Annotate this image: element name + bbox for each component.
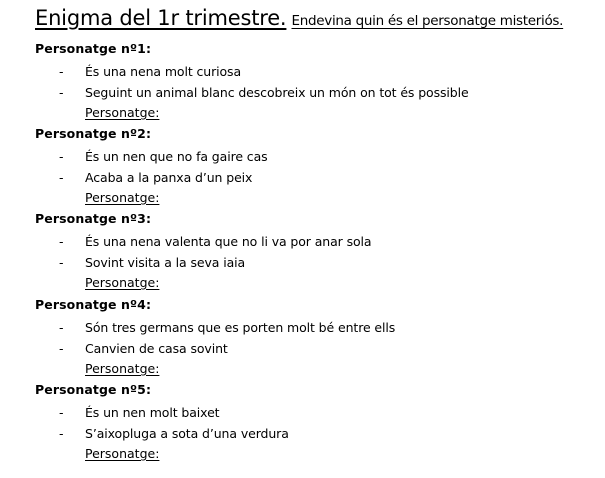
answer-line xyxy=(35,275,595,295)
bullet-dash: - xyxy=(59,320,64,335)
clue-text: És una nena valenta que no li va por anar sola xyxy=(85,234,372,249)
answer-label: Personatge: xyxy=(85,190,160,205)
bullet-dash: - xyxy=(59,85,64,100)
clue-item xyxy=(35,319,595,340)
character-block-3 xyxy=(35,212,595,295)
clue-item xyxy=(35,148,595,169)
bullet-dash: - xyxy=(59,149,64,164)
character-heading: Personatge nº4: xyxy=(35,297,152,312)
clue-item xyxy=(35,340,595,361)
page-subtitle: Endevina quin és el personatge misteriós. xyxy=(291,13,564,29)
character-block-2 xyxy=(35,127,595,210)
character-heading: Personatge nº3: xyxy=(35,211,152,226)
clue-text: Són tres germans que es porten molt bé entre ells xyxy=(85,320,396,335)
character-heading: Personatge nº1: xyxy=(35,41,152,56)
clue-text: És un nen molt baixet xyxy=(85,405,220,420)
answer-label: Personatge: xyxy=(85,275,160,290)
answer-label: Personatge: xyxy=(85,446,160,461)
clue-text: Seguint un animal blanc descobreix un món on tot és possible xyxy=(85,85,469,100)
answer-line xyxy=(35,105,595,125)
answer-line xyxy=(35,361,595,381)
page-title: Enigma del 1r trimestre. xyxy=(35,6,287,30)
answer-label: Personatge: xyxy=(85,361,160,376)
clue-item xyxy=(35,169,595,190)
title-line xyxy=(35,6,563,30)
clue-text: Sovint visita a la seva iaia xyxy=(85,255,246,270)
bullet-dash: - xyxy=(59,255,64,270)
answer-label: Personatge: xyxy=(85,105,160,120)
character-block-1 xyxy=(35,42,595,125)
bullet-dash: - xyxy=(59,426,64,441)
bullet-dash: - xyxy=(59,64,64,79)
clue-item xyxy=(35,63,595,84)
bullet-dash: - xyxy=(59,170,64,185)
clue-text: És un nen que no fa gaire cas xyxy=(85,149,268,164)
answer-line xyxy=(35,446,595,466)
clue-text: És una nena molt curiosa xyxy=(85,64,242,79)
character-block-4 xyxy=(35,298,595,381)
clue-text: S’aixopluga a sota d’una verdura xyxy=(85,426,289,441)
character-block-5 xyxy=(35,383,595,466)
clue-item xyxy=(35,233,595,254)
clue-item xyxy=(35,425,595,446)
bullet-dash: - xyxy=(59,405,64,420)
bullet-dash: - xyxy=(59,234,64,249)
character-heading: Personatge nº2: xyxy=(35,126,152,141)
clue-text: Acaba a la panxa d’un peix xyxy=(85,170,253,185)
clue-item xyxy=(35,404,595,425)
clue-item xyxy=(35,254,595,275)
clue-text: Canvien de casa sovint xyxy=(85,341,228,356)
clue-item xyxy=(35,84,595,105)
character-heading: Personatge nº5: xyxy=(35,382,152,397)
bullet-dash: - xyxy=(59,341,64,356)
answer-line xyxy=(35,190,595,210)
